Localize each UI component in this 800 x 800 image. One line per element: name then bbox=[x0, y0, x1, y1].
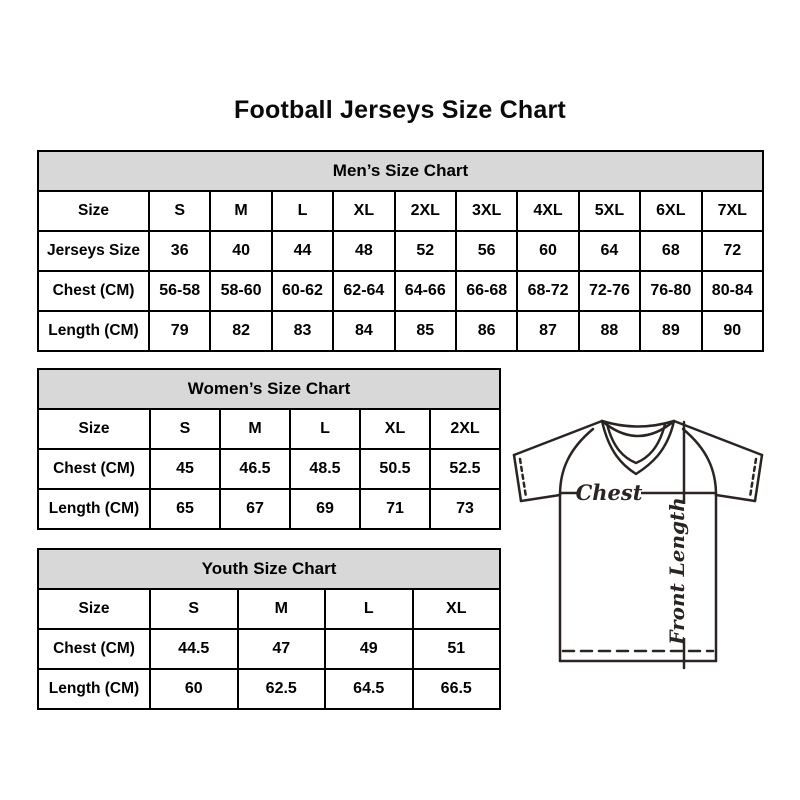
jersey-measurement-diagram bbox=[503, 406, 771, 676]
row-label: Length (CM) bbox=[38, 311, 149, 351]
row-label: Length (CM) bbox=[38, 489, 150, 529]
jersey-right-underarm bbox=[716, 495, 755, 501]
table-row bbox=[38, 489, 500, 529]
value-cell: 76-80 bbox=[640, 271, 701, 311]
value-cell: 45 bbox=[150, 449, 220, 489]
value-cell: 47 bbox=[238, 629, 326, 669]
value-cell: 83 bbox=[272, 311, 333, 351]
value-cell: 46.5 bbox=[220, 449, 290, 489]
value-cell: 65 bbox=[150, 489, 220, 529]
table-row bbox=[38, 629, 500, 669]
value-cell: 62-64 bbox=[333, 271, 394, 311]
jersey-collar-back-arc bbox=[602, 421, 674, 427]
value-cell: 4XL bbox=[517, 191, 578, 231]
value-cell: M bbox=[220, 409, 290, 449]
value-cell: 68 bbox=[640, 231, 701, 271]
value-cell: 44.5 bbox=[150, 629, 238, 669]
value-cell: 82 bbox=[210, 311, 271, 351]
value-cell: 88 bbox=[579, 311, 640, 351]
value-cell: 44 bbox=[272, 231, 333, 271]
table-section-title: Men’s Size Chart bbox=[38, 151, 763, 191]
value-cell: L bbox=[325, 589, 413, 629]
value-cell: 90 bbox=[702, 311, 763, 351]
value-cell: 40 bbox=[210, 231, 271, 271]
value-cell: 7XL bbox=[702, 191, 763, 231]
table-row bbox=[38, 669, 500, 709]
value-cell: 50.5 bbox=[360, 449, 430, 489]
row-label: Chest (CM) bbox=[38, 271, 149, 311]
value-cell: 56 bbox=[456, 231, 517, 271]
value-cell: 66.5 bbox=[413, 669, 501, 709]
value-cell: 48.5 bbox=[290, 449, 360, 489]
value-cell: 56-58 bbox=[149, 271, 210, 311]
value-cell: 64 bbox=[579, 231, 640, 271]
value-cell: 48 bbox=[333, 231, 394, 271]
chest-label: Chest bbox=[575, 480, 643, 505]
value-cell: 60 bbox=[517, 231, 578, 271]
table-section-title: Youth Size Chart bbox=[38, 549, 500, 589]
womens-size-table bbox=[37, 368, 501, 530]
value-cell: 62.5 bbox=[238, 669, 326, 709]
table-section-title: Women’s Size Chart bbox=[38, 369, 500, 409]
value-cell: 71 bbox=[360, 489, 430, 529]
value-cell: 2XL bbox=[430, 409, 500, 449]
value-cell: 52.5 bbox=[430, 449, 500, 489]
value-cell: 86 bbox=[456, 311, 517, 351]
value-cell: 84 bbox=[333, 311, 394, 351]
value-cell: S bbox=[150, 589, 238, 629]
table-row bbox=[38, 589, 500, 629]
value-cell: 60 bbox=[150, 669, 238, 709]
value-cell: XL bbox=[333, 191, 394, 231]
jersey-outline-drawing bbox=[503, 406, 771, 676]
value-cell: S bbox=[150, 409, 220, 449]
table-row bbox=[38, 449, 500, 489]
row-label: Size bbox=[38, 589, 150, 629]
value-cell: 51 bbox=[413, 629, 501, 669]
value-cell: 6XL bbox=[640, 191, 701, 231]
value-cell: 80-84 bbox=[702, 271, 763, 311]
jersey-left-underarm bbox=[521, 495, 560, 501]
value-cell: L bbox=[290, 409, 360, 449]
value-cell: 58-60 bbox=[210, 271, 271, 311]
value-cell: L bbox=[272, 191, 333, 231]
value-cell: 72 bbox=[702, 231, 763, 271]
value-cell: 67 bbox=[220, 489, 290, 529]
value-cell: 64.5 bbox=[325, 669, 413, 709]
jersey-right-cuff-stitch bbox=[750, 459, 756, 497]
value-cell: 52 bbox=[395, 231, 456, 271]
value-cell: 36 bbox=[149, 231, 210, 271]
row-label: Size bbox=[38, 191, 149, 231]
value-cell: 49 bbox=[325, 629, 413, 669]
value-cell: 89 bbox=[640, 311, 701, 351]
jersey-right-shoulder bbox=[674, 421, 762, 455]
value-cell: 79 bbox=[149, 311, 210, 351]
value-cell: 73 bbox=[430, 489, 500, 529]
mens-size-table bbox=[37, 150, 764, 352]
value-cell: S bbox=[149, 191, 210, 231]
jersey-right-armhole bbox=[683, 429, 716, 495]
table-row bbox=[38, 311, 763, 351]
value-cell: 60-62 bbox=[272, 271, 333, 311]
row-label: Chest (CM) bbox=[38, 449, 150, 489]
value-cell: 66-68 bbox=[456, 271, 517, 311]
jersey-left-shoulder bbox=[514, 421, 602, 455]
value-cell: 2XL bbox=[395, 191, 456, 231]
value-cell: 85 bbox=[395, 311, 456, 351]
page-title: Football Jerseys Size Chart bbox=[234, 96, 566, 124]
value-cell: XL bbox=[413, 589, 501, 629]
value-cell: M bbox=[238, 589, 326, 629]
table-row bbox=[38, 231, 763, 271]
row-label: Chest (CM) bbox=[38, 629, 150, 669]
youth-size-table bbox=[37, 548, 501, 710]
value-cell: 64-66 bbox=[395, 271, 456, 311]
value-cell: 69 bbox=[290, 489, 360, 529]
row-label: Size bbox=[38, 409, 150, 449]
value-cell: M bbox=[210, 191, 271, 231]
value-cell: XL bbox=[360, 409, 430, 449]
row-label: Jerseys Size bbox=[38, 231, 149, 271]
value-cell: 72-76 bbox=[579, 271, 640, 311]
value-cell: 5XL bbox=[579, 191, 640, 231]
value-cell: 3XL bbox=[456, 191, 517, 231]
front-length-label: Front Length bbox=[665, 497, 689, 645]
jersey-left-cuff-stitch bbox=[520, 459, 526, 497]
table-row bbox=[38, 191, 763, 231]
value-cell: 87 bbox=[517, 311, 578, 351]
row-label: Length (CM) bbox=[38, 669, 150, 709]
value-cell: 68-72 bbox=[517, 271, 578, 311]
table-row bbox=[38, 271, 763, 311]
table-row bbox=[38, 409, 500, 449]
